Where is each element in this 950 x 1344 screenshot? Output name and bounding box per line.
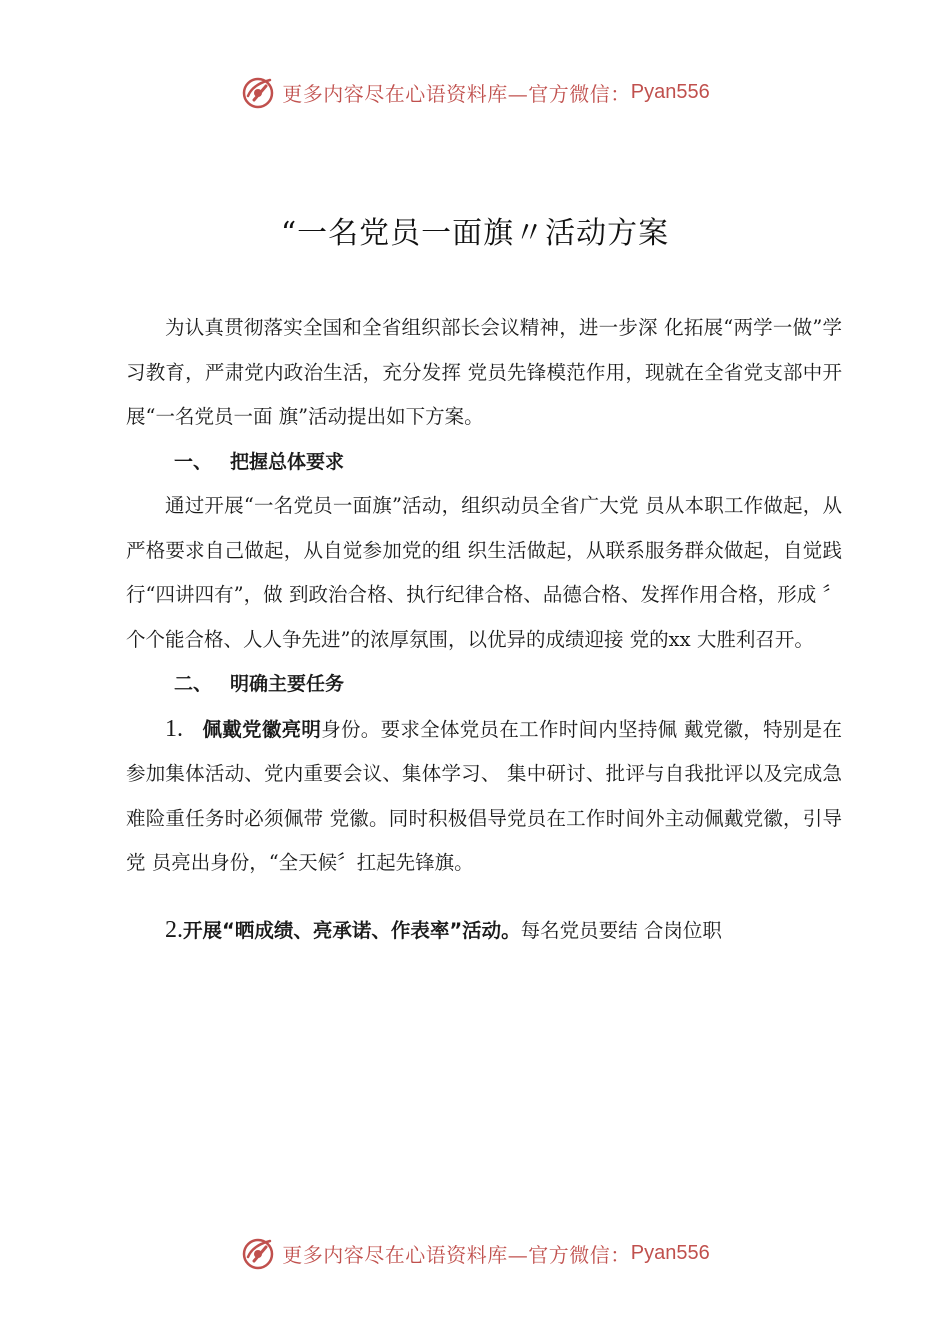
task-bold-lead: 佩戴党徽亮明: [202, 717, 322, 741]
task-item-2: [126, 908, 842, 954]
section-heading-text: 把握总体要求: [230, 450, 345, 473]
section-heading-text: 明确主要任务: [230, 673, 345, 695]
section1-paragraph: 通过开展“一名党员一面旗”活动，组织动员全省广大党 员从本职工作做起，从严格要求自己做起，从自觉参加党的组 织生活做起，从联系服务群众做起，自觉践行“四讲四有”，做 到政治合格、执行纪律合格、品德合格、发挥作用合格，形成 〞个个能合格、人人争先进”的浓厚氛围，以优异的成绩迎接 党的xx 大胜利召开。: [126, 494, 842, 651]
task-text: 每名党员要结 合岗位职: [520, 918, 722, 942]
watermark-wechat-id: Pyan556: [630, 1241, 710, 1264]
brand-logo-icon: [240, 74, 276, 110]
document-body: [126, 306, 842, 953]
task-item-1: [126, 707, 842, 886]
intro-paragraph: 为认真贯彻落实全国和全省组织部长会议精神，进一步深 化拓展“两学一做”学习教育，严肃党内政治生活，充分发挥 党员先锋模范作用，现就在全省党支部中开展“一名党员一面 旗”活动提出如下方案。: [126, 316, 842, 428]
watermark-wechat-id: Pyan556: [630, 80, 710, 103]
section-heading-2: [126, 662, 842, 707]
watermark-header: [0, 72, 950, 112]
task-number: 1.: [165, 715, 183, 742]
task-number: 2.: [165, 916, 183, 943]
brand-logo-icon: [240, 1235, 276, 1271]
watermark-footer: [0, 1233, 950, 1273]
document-title: “一名党员一面旗〃活动方案: [280, 216, 670, 251]
section-number: 二、: [174, 673, 213, 695]
section-heading-1: [126, 440, 842, 485]
task-bold-lead: 开展“晒成绩、亮承诺、作表率”活动。: [183, 918, 521, 942]
watermark-text: 更多内容尽在心语资料库—官方微信：: [282, 81, 631, 106]
watermark-text: 更多内容尽在心语资料库—官方微信：: [282, 1242, 631, 1267]
section-number: 一、: [174, 450, 213, 473]
task-text: 身份。要求全体党员在工作时间内坚持佩 戴党徽，特别是在参加集体活动、党内重要会议、集体学习、 集中研讨、批评与自我批评以及完成急难险重任务时必须佩带 党徽。同时积极倡导党员在工作时间外主动佩戴党徽，引导党 员亮出身份，“全天候〞扛起先锋旗。: [126, 717, 842, 874]
